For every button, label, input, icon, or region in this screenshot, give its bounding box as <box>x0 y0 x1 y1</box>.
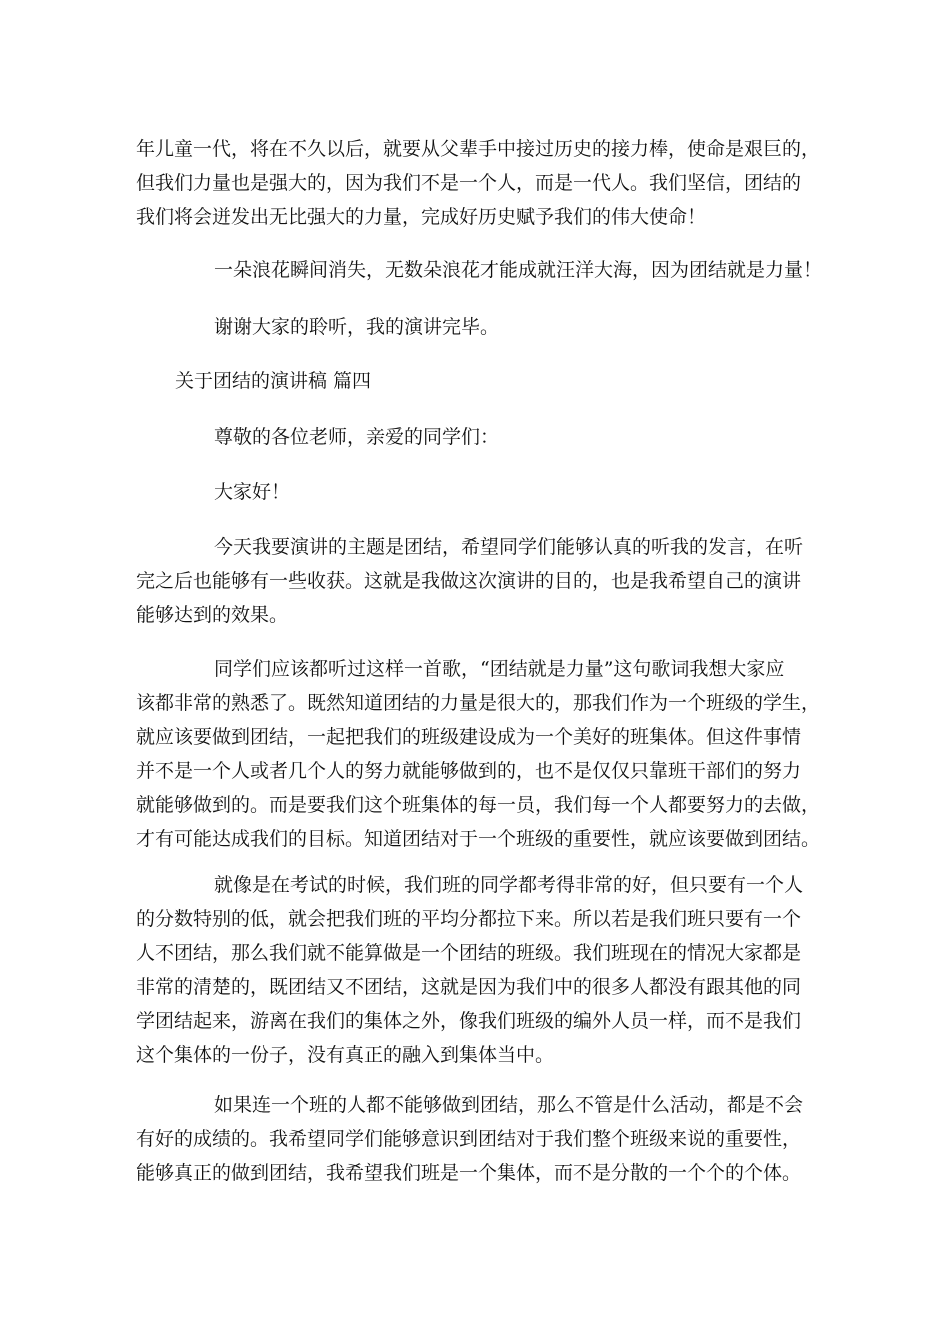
paragraph-line: 该都非常的熟悉了。既然知道团结的力量是很大的，那我们作为一个班级的学生， <box>136 692 821 714</box>
paragraph-line: 才有可能达成我们的目标。知道团结对于一个班级的重要性，就应该要做到团结。 <box>136 828 821 850</box>
paragraph-line: 人不团结，那么我们就不能算做是一个团结的班级。我们班现在的情况大家都是 <box>136 942 802 964</box>
paragraph-line: 尊敬的各位老师，亲爱的同学们： <box>214 426 500 448</box>
paragraph-line: 非常的清楚的，既团结又不团结，这就是因为我们中的很多人都没有跟其他的同 <box>136 976 802 998</box>
paragraph-line: 能够达到的效果。 <box>136 604 289 626</box>
paragraph-line: 就像是在考试的时候，我们班的同学都考得非常的好，但只要有一个人 <box>214 874 804 896</box>
paragraph-line: 这个集体的一份子，没有真正的融入到集体当中。 <box>136 1044 555 1066</box>
paragraph-line: 并不是一个人或者几个人的努力就能够做到的，也不是仅仅只靠班干部们的努力 <box>136 760 802 782</box>
paragraph-line: 但我们力量也是强大的，因为我们不是一个人，而是一代人。我们坚信，团结的 <box>136 172 802 194</box>
paragraph-line: 有好的成绩的。我希望同学们能够意识到团结对于我们整个班级来说的重要性， <box>136 1128 802 1150</box>
paragraph-1 <box>136 132 826 234</box>
paragraph-line: 如果连一个班的人都不能够做到团结，那么不管是什么活动，都是不会 <box>214 1094 804 1116</box>
paragraph-line: 年儿童一代，将在不久以后，就要从父辈手中接过历史的接力棒，使命是艰巨的， <box>136 138 821 160</box>
paragraph-line: 的分数特别的低，就会把我们班的平均分都拉下来。所以若是我们班只要有一个 <box>136 908 802 930</box>
paragraph-line: 同学们应该都听过这样一首歌，“团结就是力量”这句歌词我想大家应 <box>214 658 785 680</box>
paragraph-line: 完之后也能够有一些收获。这就是我做这次演讲的目的，也是我希望自己的演讲 <box>136 570 802 592</box>
paragraph-line: 就能够做到的。而是要我们这个班集体的每一员，我们每一个人都要努力的去做， <box>136 794 821 816</box>
paragraph-line: 学团结起来，游离在我们的集体之外，像我们班级的编外人员一样，而不是我们 <box>136 1010 802 1032</box>
paragraph-line: 今天我要演讲的主题是团结，希望同学们能够认真的听我的发言，在听 <box>214 536 804 558</box>
paragraph-line: 能够真正的做到团结，我希望我们班是一个集体，而不是分散的一个个的个体。 <box>136 1162 802 1184</box>
paragraph-5 <box>136 475 826 509</box>
paragraph-line: 一朵浪花瞬间消失，无数朵浪花才能成就汪洋大海，因为团结就是力量！ <box>214 259 823 281</box>
paragraph-7 <box>136 652 826 856</box>
paragraph-line: 谢谢大家的聆听，我的演讲完毕。 <box>214 316 500 338</box>
paragraph-8 <box>136 868 826 1072</box>
paragraph-2 <box>136 253 826 287</box>
section-heading: 关于团结的演讲稿 篇四 <box>175 370 372 392</box>
paragraph-6 <box>136 530 826 632</box>
paragraph-4 <box>136 420 826 454</box>
paragraph-line: 大家好！ <box>214 481 291 503</box>
paragraph-line: 就应该要做到团结，一起把我们的班级建设成为一个美好的班集体。但这件事情 <box>136 726 802 748</box>
paragraph-line: 我们将会迸发出无比强大的力量，完成好历史赋予我们的伟大使命！ <box>136 206 707 228</box>
paragraph-9 <box>136 1088 826 1190</box>
paragraph-3 <box>136 310 826 344</box>
